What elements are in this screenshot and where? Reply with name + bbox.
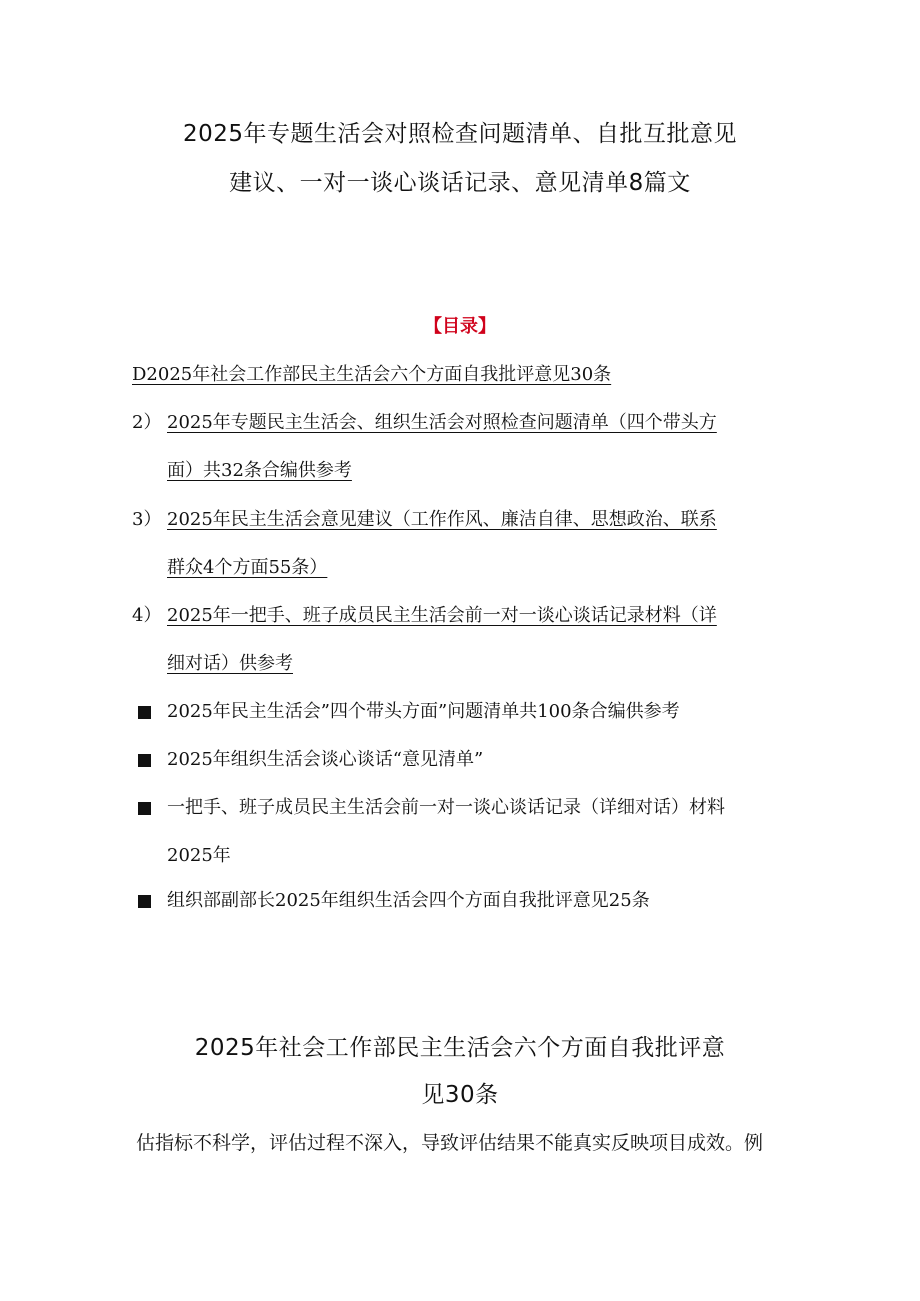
document-title-line2: 建议、一对一谈心谈话记录、意见清单8篇文 [229,170,691,196]
toc-heading: 【目录】 [424,316,496,337]
toc-item-3-line2[interactable]: 群众4个方面55条） [167,557,328,578]
bullet-item-1: 2025年民主生活会”四个带头方面”问题清单共100条合编供参考 [167,701,680,722]
toc-item-2-line1[interactable]: 2025年专题民主生活会、组织生活会对照检查问题清单（四个带头方 [167,412,717,433]
bullet-item-4: 组织部副部长2025年组织生活会四个方面自我批评意见25条 [167,890,650,911]
bullet-item-3-line2: 2025年 [167,845,231,866]
toc-item-2-line2[interactable]: 面）共32条合编供参考 [167,460,352,481]
body-paragraph: 估指标不科学，评估过程不深入，导致评估结果不能真实反映项目成效。例 [136,1132,764,1154]
square-bullet-icon [138,895,151,908]
section-title-line1: 2025年社会工作部民主生活会六个方面自我批评意 [194,1035,726,1061]
toc-item-4-marker: 4） [132,605,162,626]
toc-item-3-marker: 3） [132,509,162,530]
toc-item-4-line1[interactable]: 2025年一把手、班子成员民主生活会前一对一谈心谈话记录材料（详 [167,605,717,626]
document-title-line1: 2025年专题生活会对照检查问题清单、自批互批意见 [182,121,738,147]
toc-item-3-line1[interactable]: 2025年民主生活会意见建议（工作作风、廉洁自律、思想政治、联系 [167,509,717,530]
toc-item-4-line2[interactable]: 细对话）供参考 [167,653,293,674]
toc-item-1[interactable]: D2025年社会工作部民主生活会六个方面自我批评意见30条 [132,364,612,385]
bullet-item-3-line1: 一把手、班子成员民主生活会前一对一谈心谈话记录（详细对话）材料 [167,797,725,818]
square-bullet-icon [138,802,151,815]
square-bullet-icon [138,754,151,767]
toc-item-2-marker: 2） [132,412,162,433]
bullet-item-2: 2025年组织生活会谈心谈话“意见清单” [167,749,484,770]
section-title-line2: 见30条 [421,1082,499,1108]
square-bullet-icon [138,706,151,719]
